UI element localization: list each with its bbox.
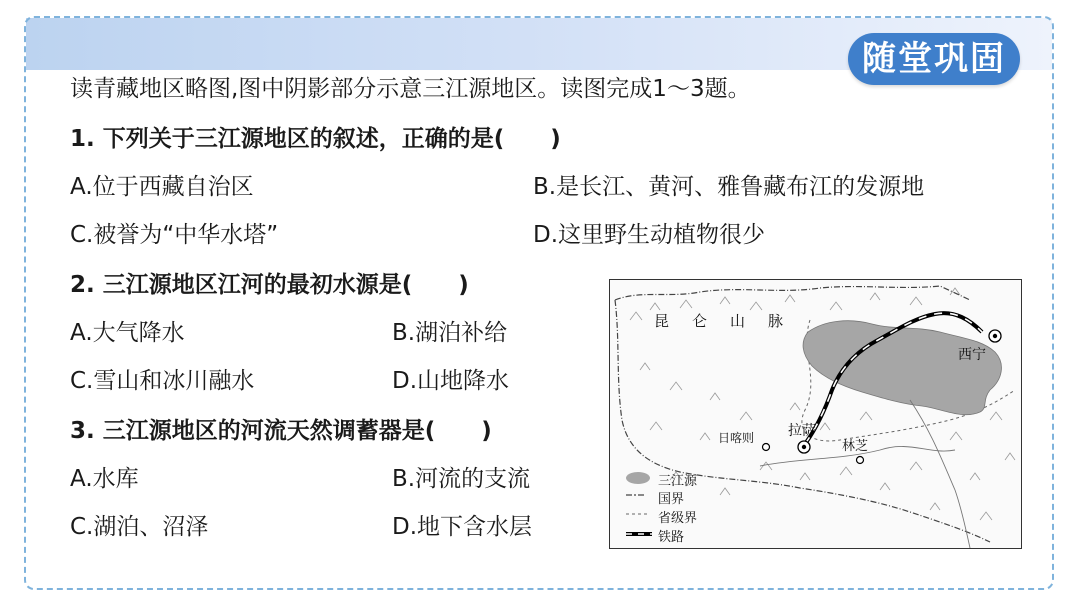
map-label-kunlun: 昆 仑 山 脉 — [654, 312, 788, 330]
question-2-option-b[interactable]: B.湖泊补给 — [392, 320, 508, 346]
question-2-option-c[interactable]: C.雪山和冰川融水 — [70, 368, 255, 394]
question-1-option-d[interactable]: D.这里野生动植物很少 — [533, 222, 766, 248]
legend-label-national-border: 国界 — [658, 492, 685, 507]
intro-text: 读青藏地区略图,图中阴影部分示意三江源地区。读图完成1～3题。 — [70, 76, 751, 102]
question-3-option-b[interactable]: B.河流的支流 — [392, 466, 531, 492]
question-2-stem: 2. 三江源地区江河的最初水源是( ) — [70, 272, 469, 298]
section-badge-label: 随堂巩固 — [862, 39, 1006, 79]
question-2-option-a[interactable]: A.大气降水 — [70, 320, 185, 346]
city-xining-marker — [989, 330, 1001, 342]
question-1-option-b[interactable]: B.是长江、黄河、雅鲁藏布江的发源地 — [533, 174, 925, 200]
question-1-option-a[interactable]: A.位于西藏自治区 — [70, 174, 254, 200]
city-lhasa-marker — [798, 441, 810, 453]
question-3-option-a[interactable]: A.水库 — [70, 466, 139, 492]
city-rikaze-marker — [763, 444, 770, 451]
section-badge — [848, 33, 1020, 85]
question-3-option-c[interactable]: C.湖泊、沼泽 — [70, 514, 209, 540]
legend-label-railway: 铁路 — [658, 530, 685, 545]
sanjiangyuan-region — [803, 321, 1001, 415]
question-1-option-c[interactable]: C.被誉为“中华水塔” — [70, 222, 279, 248]
question-3-option-d[interactable]: D.地下含水层 — [392, 514, 533, 540]
map-label-lhasa: 拉萨 — [788, 423, 816, 439]
qinghai-tibet-map — [609, 279, 1022, 549]
map-label-linzhi: 林芝 — [842, 439, 869, 454]
question-2-option-d[interactable]: D.山地降水 — [392, 368, 510, 394]
question-1-stem: 1. 下列关于三江源地区的叙述，正确的是( ) — [70, 126, 561, 152]
legend-label-provincial-border: 省级界 — [658, 511, 698, 526]
map-label-rikaze: 日喀则 — [718, 431, 755, 445]
legend-label-sanjiangyuan: 三江源 — [658, 474, 698, 489]
map-label-xining: 西宁 — [958, 347, 986, 363]
city-linzhi-marker — [857, 457, 864, 464]
question-3-stem: 3. 三江源地区的河流天然调蓄器是( ) — [70, 418, 492, 444]
legend-sanjiangyuan-swatch — [626, 472, 650, 484]
